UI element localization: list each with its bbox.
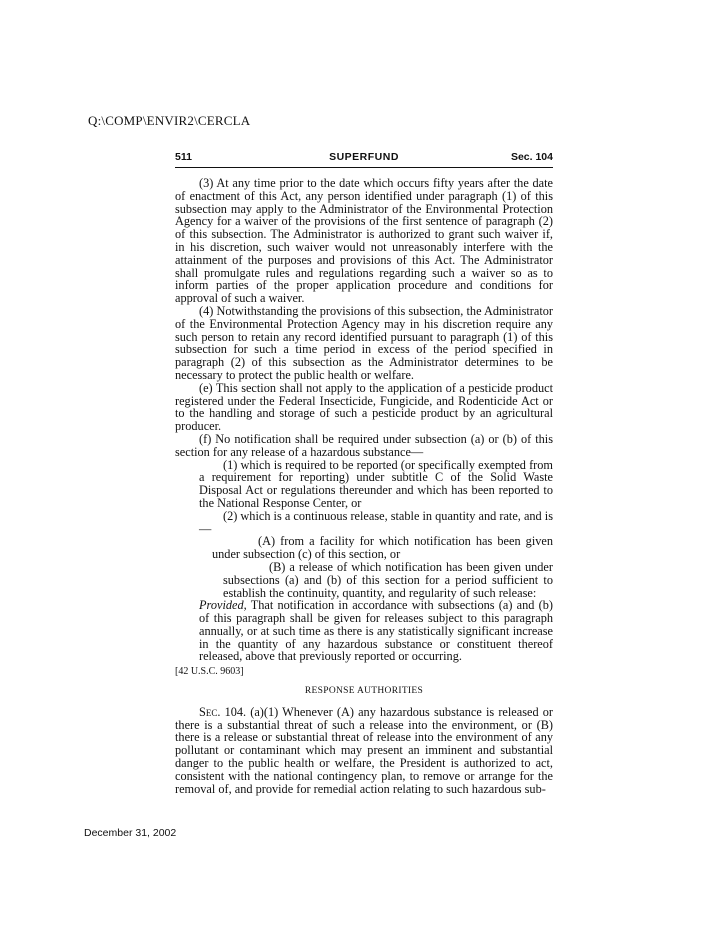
usc-citation: [42 U.S.C. 9603] <box>175 666 244 678</box>
page-number: 511 <box>175 151 192 163</box>
section-heading: RESPONSE AUTHORITIES <box>304 686 424 697</box>
paragraph-f1: (1) which is required to be reported (or specifically exempted from a requirement for reporting) under subtitle C of the Solid Waste Disposal Act or regulations thereunder and which has been reported to the National Response Center, or <box>199 457 553 510</box>
section-104-text <box>175 706 553 796</box>
running-head <box>175 149 553 168</box>
subsection-f: (f) No notification shall be required under subsection (a) or (b) of this section for any release of a hazardous substance— <box>175 431 553 459</box>
proviso-text: That notification in accordance with subsections (a) and (b) of this paragraph shall be given for releases subject to this paragraph annually, or at such time as there is any statistically significant increase in the quantity of any hazardous substance or constituent thereof released, above that previously reported or occurring. <box>199 598 553 664</box>
subsection-e: (e) This section shall not apply to the application of a pesticide product registered under the Federal Insecticide, Fungicide, and Rodenticide Act or to the handling and storage of such a pesticide product by an agricultural producer. <box>175 380 553 434</box>
proviso-lead: Provided, <box>199 598 247 613</box>
sec-104-body: 104. (a)(1) Whenever (A) any hazardous substance is released or there is a substantial threat of such a release into the environment, or (B) there is a release or substantial threat of release into the environment of any pollutant or contaminant which may present an imminent and substantial danger to the public health or welfare, the President is authorized to act, consistent with the national contingency plan, to remove or arrange for the removal of, and provide for remedial action relating to such hazardous sub- <box>175 704 553 796</box>
footer-date: December 31, 2002 <box>84 827 177 839</box>
proviso <box>175 599 553 663</box>
paragraph-4: (4) Notwithstanding the provisions of this subsection, the Administrator of the Environmental Protection Agency may in his discretion require any such person to retain any record identified pursuant to paragraph (1) of this subsection for such a time period in excess of the period specified in paragraph (2) of this subsection as the Administrator determines to be necessary to protect the public health or welfare. <box>175 303 553 382</box>
running-title: SUPERFUND <box>329 151 399 163</box>
subparagraph-B: (B) a release of which notification has been given under subsections (a) and (b) of this section for a period sufficient to establish the continuity, quantity, and regularity of such release: <box>223 559 553 600</box>
file-path: Q:\COMP\ENVIR2\CERCLA <box>88 113 251 128</box>
paragraph-3: (3) At any time prior to the date which occurs fifty years after the date of enactment of this Act, any person identified under paragraph (1) of this subsection may apply to the Administrator of the Environmental Protection Agency for a waiver of the provisions of the first sentence of paragraph (2) of this subsection. The Administrator is authorized to grant such waiver if, in his discretion, such waiver would not unreasonably interfere with the attainment of the purposes and provisions of this Act. The Administrator shall promulgate rules and regulations regarding such a waiver so as to inform parties of the proper application procedure and conditions for approval of such a waiver. <box>175 176 553 306</box>
paragraph-f2: (2) which is a continuous release, stable in quantity and rate, and is— <box>199 508 553 536</box>
subparagraph-A: (A) from a facility for which notification has been given under subsection (c) of this section, or <box>212 534 553 562</box>
sec-label: Sec. <box>199 704 221 719</box>
section-label: Sec. 104 <box>510 151 553 163</box>
document-body <box>175 177 553 795</box>
